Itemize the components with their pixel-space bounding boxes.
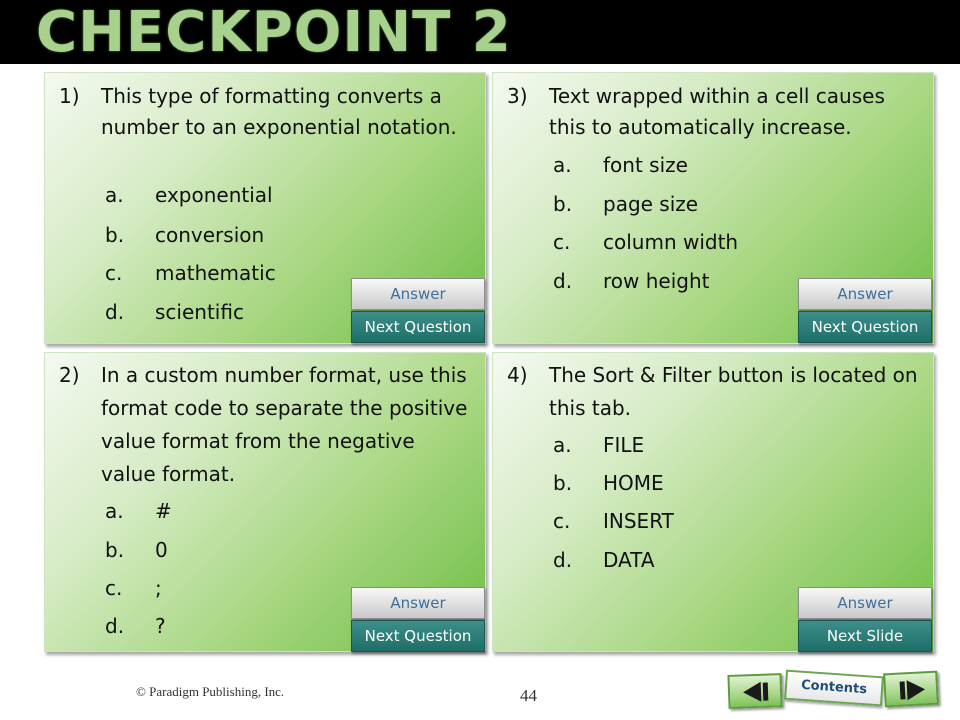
question-number: 4) <box>507 363 528 387</box>
contents-button[interactable]: Contents <box>784 670 884 707</box>
question-body: The Sort & Filter button is located on this tab. <box>549 363 918 420</box>
option-letter: b. <box>553 192 573 216</box>
option-letter: b. <box>105 223 125 247</box>
title-bar <box>0 0 960 64</box>
question-number: 1) <box>59 84 80 108</box>
page-title: CHECKPOINT 2 <box>36 0 512 65</box>
option-text: row height <box>603 269 710 293</box>
previous-slide-button[interactable] <box>727 673 782 709</box>
question-text <box>507 81 919 143</box>
question-number: 2) <box>59 363 80 387</box>
option-text: HOME <box>603 471 664 495</box>
next-arrow-icon <box>894 678 929 702</box>
question-body: Text wrapped within a cell causes this to automatically increase. <box>549 84 885 139</box>
option-letter: d. <box>553 269 573 293</box>
option-text: scientific <box>155 300 244 324</box>
copyright-text: © Paradigm Publishing, Inc. <box>136 684 285 699</box>
option-text: column width <box>603 230 739 254</box>
option-text: conversion <box>155 223 265 247</box>
question-body: In a custom number format, use this format code to separate the positive value format from the negative value format. <box>101 363 468 486</box>
option-text: FILE <box>603 433 645 457</box>
option-letter: b. <box>553 471 573 495</box>
option-letter: d. <box>553 548 573 572</box>
option-letter: a. <box>105 499 124 523</box>
answer-button-3[interactable]: Answer <box>798 278 932 310</box>
question-body: This type of formatting converts a number to an exponential notation. <box>101 84 457 139</box>
option-letter: a. <box>553 433 572 457</box>
question-text <box>59 81 471 143</box>
option-letter: b. <box>105 538 125 562</box>
next-question-button-1[interactable]: Next Question <box>351 311 485 343</box>
option-letter: c. <box>553 509 571 533</box>
question-number: 3) <box>507 84 528 108</box>
option-letter: c. <box>553 230 571 254</box>
option-text: ? <box>155 614 166 638</box>
option-text: font size <box>603 153 688 177</box>
option-text: DATA <box>603 548 655 572</box>
option-text: mathematic <box>155 261 276 285</box>
option-letter: a. <box>105 183 124 207</box>
question-text <box>59 359 471 491</box>
option-letter: c. <box>105 261 123 285</box>
next-slide-nav-button[interactable] <box>883 671 939 708</box>
option-text: ; <box>155 576 162 600</box>
next-slide-button[interactable]: Next Slide <box>798 620 932 652</box>
option-text: exponential <box>155 183 273 207</box>
page-number: 44 <box>520 686 537 705</box>
option-letter: d. <box>105 614 125 638</box>
question-text <box>507 359 919 425</box>
option-text: INSERT <box>603 509 674 533</box>
previous-arrow-icon <box>739 680 774 703</box>
option-text: 0 <box>155 538 168 562</box>
option-text: page size <box>603 192 699 216</box>
next-question-button-2[interactable]: Next Question <box>351 620 485 652</box>
option-letter: d. <box>105 300 125 324</box>
next-question-button-3[interactable]: Next Question <box>798 311 932 343</box>
answer-button-2[interactable]: Answer <box>351 587 485 619</box>
option-letter: a. <box>553 153 572 177</box>
answer-button-4[interactable]: Answer <box>798 587 932 619</box>
option-letter: c. <box>105 576 123 600</box>
answer-button-1[interactable]: Answer <box>351 278 485 310</box>
option-text: # <box>155 499 172 523</box>
